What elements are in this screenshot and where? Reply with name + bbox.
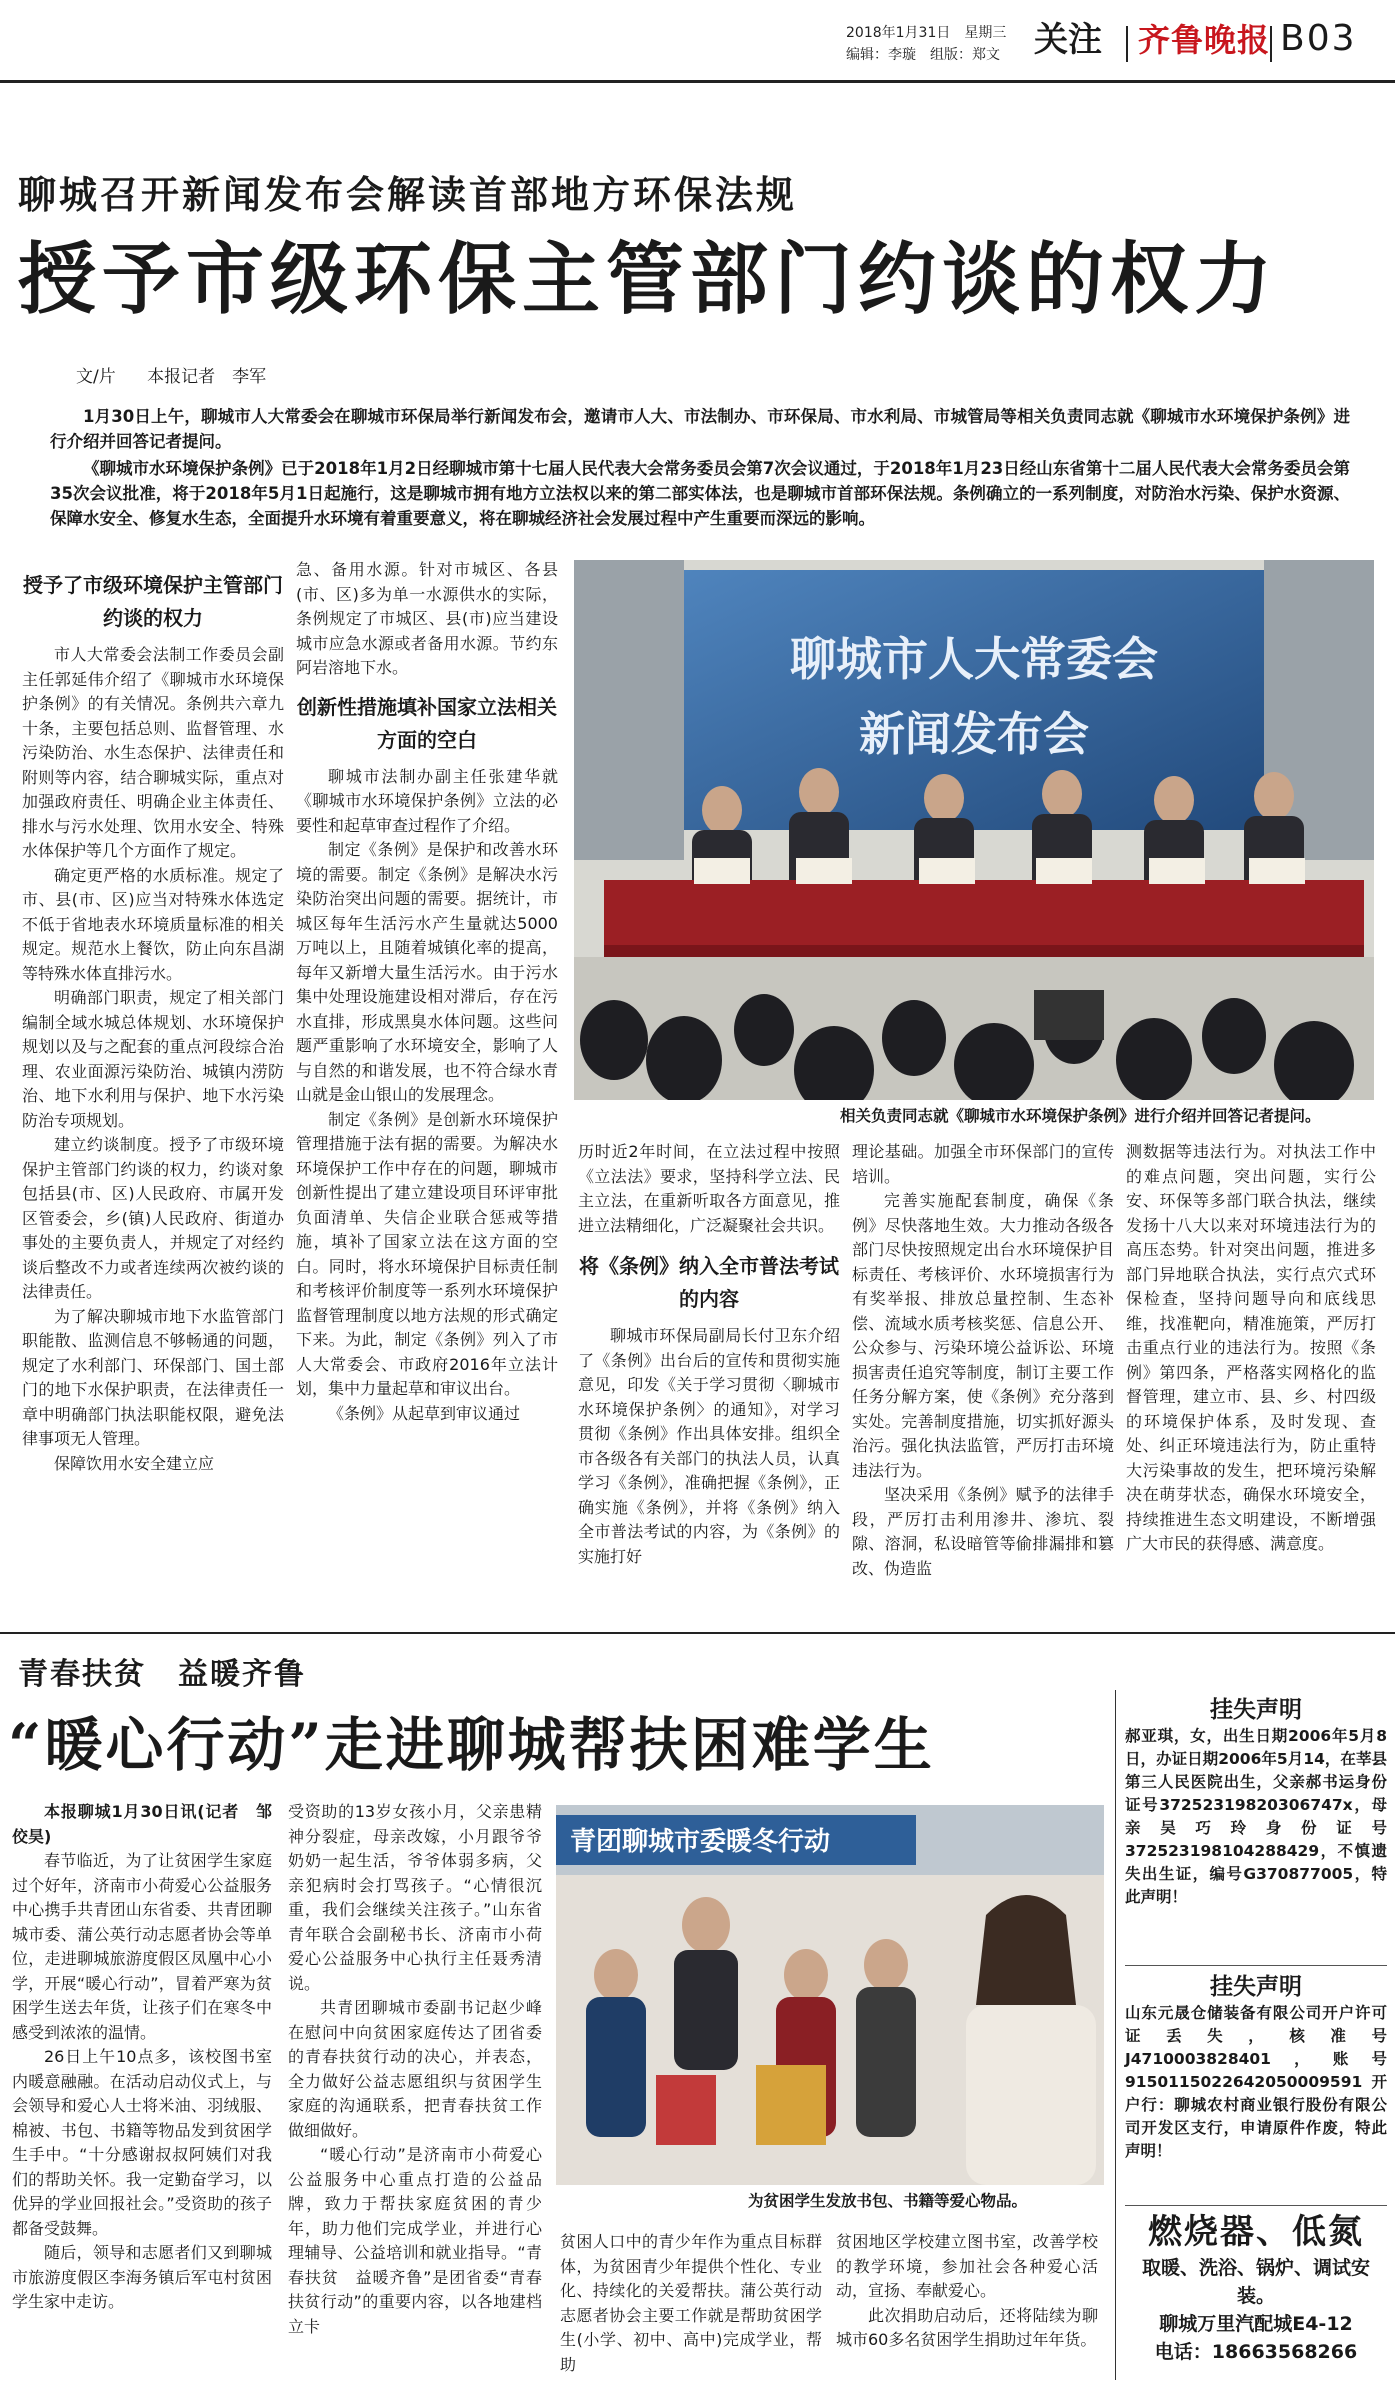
ad-line: 取暖、洗浴、锅炉、调试安装。 [1141,2257,1370,2307]
subhead-1: 授予了市级环境保护主管部门约谈的权力 [23,573,283,630]
paragraph: “暖心行动”是济南市小荷爱心公益服务中心重点打造的公益品牌，致力于帮扶家庭贫困的青少年，助力他们完成学业，并进行心理辅导、公益培训和就业指导。“青春扶贫 益暖齐鲁”是团省委“青春扶贫行动”的重要内容，以各地建档立卡 [288,2145,542,2336]
section-name: 关注 [1034,20,1102,60]
article1-column-4 [852,1140,1114,1613]
article1-column-3 [578,1140,840,1613]
paragraph: 急、备用水源。针对市城区、各县(市、区)多为单一水源供水的实际，条例规定了市城区、县(市)应当建设城市应急水源或者备用水源。节约东阿岩溶地下水。 [296,560,558,677]
article1-kicker: 聊城召开新闻发布会解读首部地方环保法规 [18,173,798,217]
burner-ad [1125,2210,1387,2366]
notice-title: 挂失声明 [1210,1974,1302,2000]
article1-lead-2: 《聊城市水环境保护条例》已于2018年1月2日经聊城市第十七届人民代表大会常务委员会第7次会议通过，于2018年1月23日经山东省第十二届人民代表大会常务委员会第35次会议批准，将于2018年5月1日起施行，这是聊城市拥有地方立法权以来的第二部实体法，也是聊城市首部环保法规。条例确立的一系列制度，对防治水污染、保护水资源、保障水安全、修复水生态，全面提升水环境有着重要意义，将在聊城经济社会发展过程中产生重要而深远的影响。 [50,459,1350,528]
article1-lead-1: 1月30日上午，聊城市人大常委会在聊城市环保局举行新闻发布会，邀请市人大、市法制办、市环保局、市水利局、市城管局等相关负责同志就《聊城市水环境保护条例》进行介绍并回答记者提问。 [50,407,1350,451]
article1-headline: 授予市级环保主管部门约谈的权力 [18,234,1279,325]
ad-line: 聊城万里汽配城E4-12 [1159,2313,1353,2335]
paragraph: 历时近2年时间，在立法过程中按照《立法法》要求，坚持科学立法、民主立法，在重新听取各方面意见，推进立法精细化，广泛凝聚社会共识。 [578,1142,840,1235]
paragraph: 制定《条例》是保护和改善水环境的需要。制定《条例》是解决水污染防治突出问题的需要。据统计，市城区每年生活污水产生量就达5000万吨以上，且随着城镇化率的提高，每年又新增大量生活污水。由于污水集中处理设施建设相对滞后，存在污水直排，形成黑臭水体问题。这些问题严重影响了水环境安全，影响了人与自然的和谐发展，也不符合绿水青山就是金山银山的发展理念。 [296,840,558,1104]
page-number: B03 [1280,18,1357,59]
paragraph: 明确部门职责，规定了相关部门编制全域水城总体规划、水环境保护规划以及与之配套的重点河段综合治理、农业面源污染防治、城镇内涝防治、地下水利用与保护、地下水污染防治专项规划。 [22,988,284,1130]
photo2-caption: 为贫困学生发放书包、书籍等爱心物品。 [748,2192,1028,2210]
article2-column-2 [288,1800,542,2380]
press-conference-illustration [574,560,1374,1100]
banner-text: 青团聊城市委暖冬行动 [570,1827,831,1857]
paragraph: 市人大常委会法制工作委员会副主任郭延伟介绍了《聊城市水环境保护条例》的有关情况。条例共六章九十条，主要包括总则、监督管理、水污染防治、水生态保护、法律责任和附则等内容，结合聊城实际，重点对加强政府责任、明确企业主体责任、排水与污水处理、饮用水安全、特殊水体保护等几个方面作了规定。 [22,645,284,860]
paragraph: 保障饮用水安全建立应 [54,1453,215,1473]
paragraph: 春节临近，为了让贫困学生家庭过个好年，济南市小荷爱心公益服务中心携手共青团山东省委、共青团聊城市委、蒲公英行动志愿者协会等单位，走进聊城旅游度假区凤凰中心小学，开展“暖心行动”，冒着严寒为贫困学生送去年货，让孩子们在寒冬中感受到浓浓的温情。 [12,1851,272,2042]
paragraph: 完善实施配套制度，确保《条例》尽快落地生效。大力推动各级各部门尽快按照规定出台水环境保护目标责任、考核评价、水环境损害行为有奖举报、排放总量控制、生态补偿、流域水质考核奖惩、信息公开、公众参与、污染环境公益诉讼、环境损害责任追究等制度，制订主要工作任务分解方案，使《条例》充分落到实处。完善制度措施，切实抓好源头治污。强化执法监管，严厉打击环境违法行为。 [852,1191,1114,1480]
lost-notice-1 [1125,1695,1387,1909]
article1-column-2 [296,558,558,1613]
byline-author: 本报记者 李军 [147,367,267,387]
issue-layout: 组版：郑文 [930,47,1000,63]
ad-phone: 电话：18663568266 [1154,2341,1358,2363]
paragraph: 《条例》从起草到审议通过 [328,1403,521,1423]
charity-photo [556,1805,1104,2185]
banner-line-2: 新闻发布会 [859,707,1089,761]
header-divider [1126,26,1128,62]
ad-title: 燃烧器、低氮 [1148,2212,1364,2252]
paragraph: 随后，领导和志愿者们又到聊城市旅游度假区李海务镇后军屯村贫困学生家中走访。 [12,2243,272,2311]
paragraph: 为了解决聊城市地下水监管部门职能散、监测信息不够畅通的问题，规定了水利部门、环保部门、国土部门的地下水保护职责，在法律责任一章中明确部门执法职能权限，避免法律事项无人管理。 [22,1306,284,1448]
notice-rule [1125,2205,1387,2206]
paragraph: 贫困人口中的青少年作为重点目标群体，为贫困青少年提供个性化、专业化、持续化的关爱帮扶。蒲公英行动志愿者协会主要工作就是帮助贫困学生(小学、初中、高中)完成学业，帮助 [560,2232,822,2374]
paper-logo: 齐鲁晚报 [1138,21,1271,59]
subhead-3: 将《条例》纳入全市普法考试的内容 [579,1254,839,1311]
paragraph: 理论基础。加强全市环保部门的宣传培训。 [852,1142,1114,1186]
paragraph: 此次捐助启动后，还将陆续为聊城市60多名贫困学生捐助过年年货。 [836,2305,1098,2349]
notice-rule [1125,1965,1387,1966]
section-rule [0,1632,1395,1634]
paragraph: 聊城市法制办副主任张建华就《聊城市水环境保护条例》立法的必要性和起草审查过程作了介绍。 [296,766,558,835]
article2-column-1 [12,1800,272,2380]
paragraph: 确定更严格的水质标准。规定了市、县(市、区)应当对特殊水体选定不低于省地表水环境质量标准的相关规定。规范水上餐饮，防止向东昌湖等特殊水体直排污水。 [22,865,284,983]
dateline: 本报聊城1月30日讯(记者 邹佼昊) [12,1802,272,1846]
header-divider [1270,26,1272,62]
subhead-2: 创新性措施填补国家立法相关方面的空白 [297,694,557,752]
notice-title: 挂失声明 [1210,1697,1302,1723]
paragraph: 贫困地区学校建立图书室，改善学校的教学环境，参加社会各种爱心活动，宣扬、奉献爱心。 [836,2232,1098,2300]
article1-column-1 [22,565,284,1613]
issue-meta [846,22,1022,66]
byline-label: 文/片 [76,367,116,387]
issue-date: 2018年1月31日 [846,25,951,41]
photo1-caption: 相关负责同志就《聊城市水环境保护条例》进行介绍并回答记者提问。 [840,1107,1321,1125]
charity-illustration [556,1805,1104,2185]
banner-line-1: 聊城市人大常委会 [790,632,1158,686]
header-rule [0,80,1395,83]
paragraph: 制定《条例》是创新水环境保护管理措施于法有据的需要。为解决水环境保护工作中存在的问题，聊城市创新性提出了建立建设项目环评审批负面清单、失信企业联合惩戒等措施，填补了国家立法在这方面的空白。同时，将水环境保护目标责任制和考核评价制度等一系列水环境保护监督管理制度以地方法规的形式确定下来。为此，制定《条例》列入了市人大常委会、市政府2016年立法计划，集中力量起草和审议出台。 [296,1109,558,1398]
classifieds-divider [1115,1690,1116,2380]
lost-notice-2 [1125,1972,1387,2163]
camera-icon [1034,990,1104,1040]
paragraph: 聊城市环保局副局长付卫东介绍了《条例》出台后的宣传和贯彻实施意见，印发《关于学习贯彻〈聊城市水环境保护条例〉的通知》，对学习贯彻《条例》作出具体安排。组织全市各级各有关部门的执法人员，认真学习《条例》，准确把握《条例》，正确实施《条例》，并将《条例》纳入全市普法考试的内容，为《条例》的实施打好 [578,1326,840,1566]
article1-column-5 [1126,1140,1376,1613]
notice-body: 山东元晟仓储装备有限公司开户许可证丢失，核准号J4710003828401，账号9150115022642050009591开户行：聊城农村商业银行股份有限公司开发区支行，申请原件作废，特此声明！ [1125,2004,1387,2160]
paragraph: 测数据等违法行为。对执法工作中的难点问题，突出问题，实行公安、环保等多部门联合执法，继续发扬十八大以来对环境违法行为的高压态势。针对突出问题，推进多部门异地联合执法，实行点穴式环保检查，坚持问题导向和底线思维，找准靶向，精准施策，严厉打击重点行业的违法行为。按照《条例》第四条，严格落实网格化的监督管理，建立市、县、乡、村四级的环境保护体系，及时发现、查处、纠正环境违法行为，防止重特大污染事故的发生，把环境污染解决在萌芽状态，确保水环境安全，持续推进生态文明建设，不断增强广大市民的获得感、满意度。 [1126,1142,1376,1553]
notice-body: 郝亚琪，女，出生日期2006年5月8日，办证日期2006年5月14，在莘县第三人民医院出生，父亲郝书运身份证号372523198203067​47x，母亲吴巧玲身份证号372523198104288429，不慎遗失出生证，编号G370877005，特此声明！ [1125,1727,1387,1906]
gift-bag-icon [756,2065,826,2145]
article1-byline [76,365,292,389]
article2-column-3 [560,2230,822,2380]
article2-kicker: 青春扶贫 益暖齐鲁 [18,1657,306,1692]
paragraph: 坚决采用《条例》赋予的法律手段，严厉打击利用渗井、渗坑、裂隙、溶洞，私设暗管等偷排漏排和篡改、伪造监 [852,1485,1114,1578]
book-bag-icon [656,2075,716,2145]
paragraph: 26日上午10点多，该校图书室内暖意融融。在活动启动仪式上，与会领导和爱心人士将米油、羽绒服、棉被、书包、书籍等物品发到贫困学生手中。“十分感谢叔叔阿姨们对我们的帮助关怀。我一定勤奋学习，以优异的学业回报社会。”受资助的孩子都备受鼓舞。 [12,2047,272,2238]
issue-editor: 编辑：李璇 [846,47,916,63]
paragraph: 建立约谈制度。授予了市级环境保护主管部门约谈的权力，约谈对象包括县(市、区)人民政府、市属开发区管委会，乡(镇)人民政府、街道办事处的主要负责人，并规定了对经约谈后整改不力或者连续两次被约谈的法律责任。 [22,1135,284,1301]
article2-column-4 [836,2230,1098,2380]
press-conference-photo [574,560,1374,1100]
article2-headline: “暖心行动”走进聊城帮扶困难学生 [8,1711,935,1779]
paragraph: 共青团聊城市委副书记赵少峰在慰问中向贫困家庭传达了团省委的青春扶贫行动的决心，并表态，全力做好公益志愿组织与贫困学生家庭的沟通联系，把青春扶贫工作做细做好。 [288,1998,542,2140]
paragraph: 受资助的13岁女孩小月，父亲患精神分裂症，母亲改嫁，小月跟爷爷奶奶一起生活，爷爷体弱多病，父亲犯病时会打骂孩子。“心情很沉重，我们会继续关注孩子。”山东省青年联合会副秘书长、济南市小荷爱心公益服务中心执行主任聂秀清说。 [288,1802,542,1993]
issue-weekday: 星期三 [964,25,1007,41]
